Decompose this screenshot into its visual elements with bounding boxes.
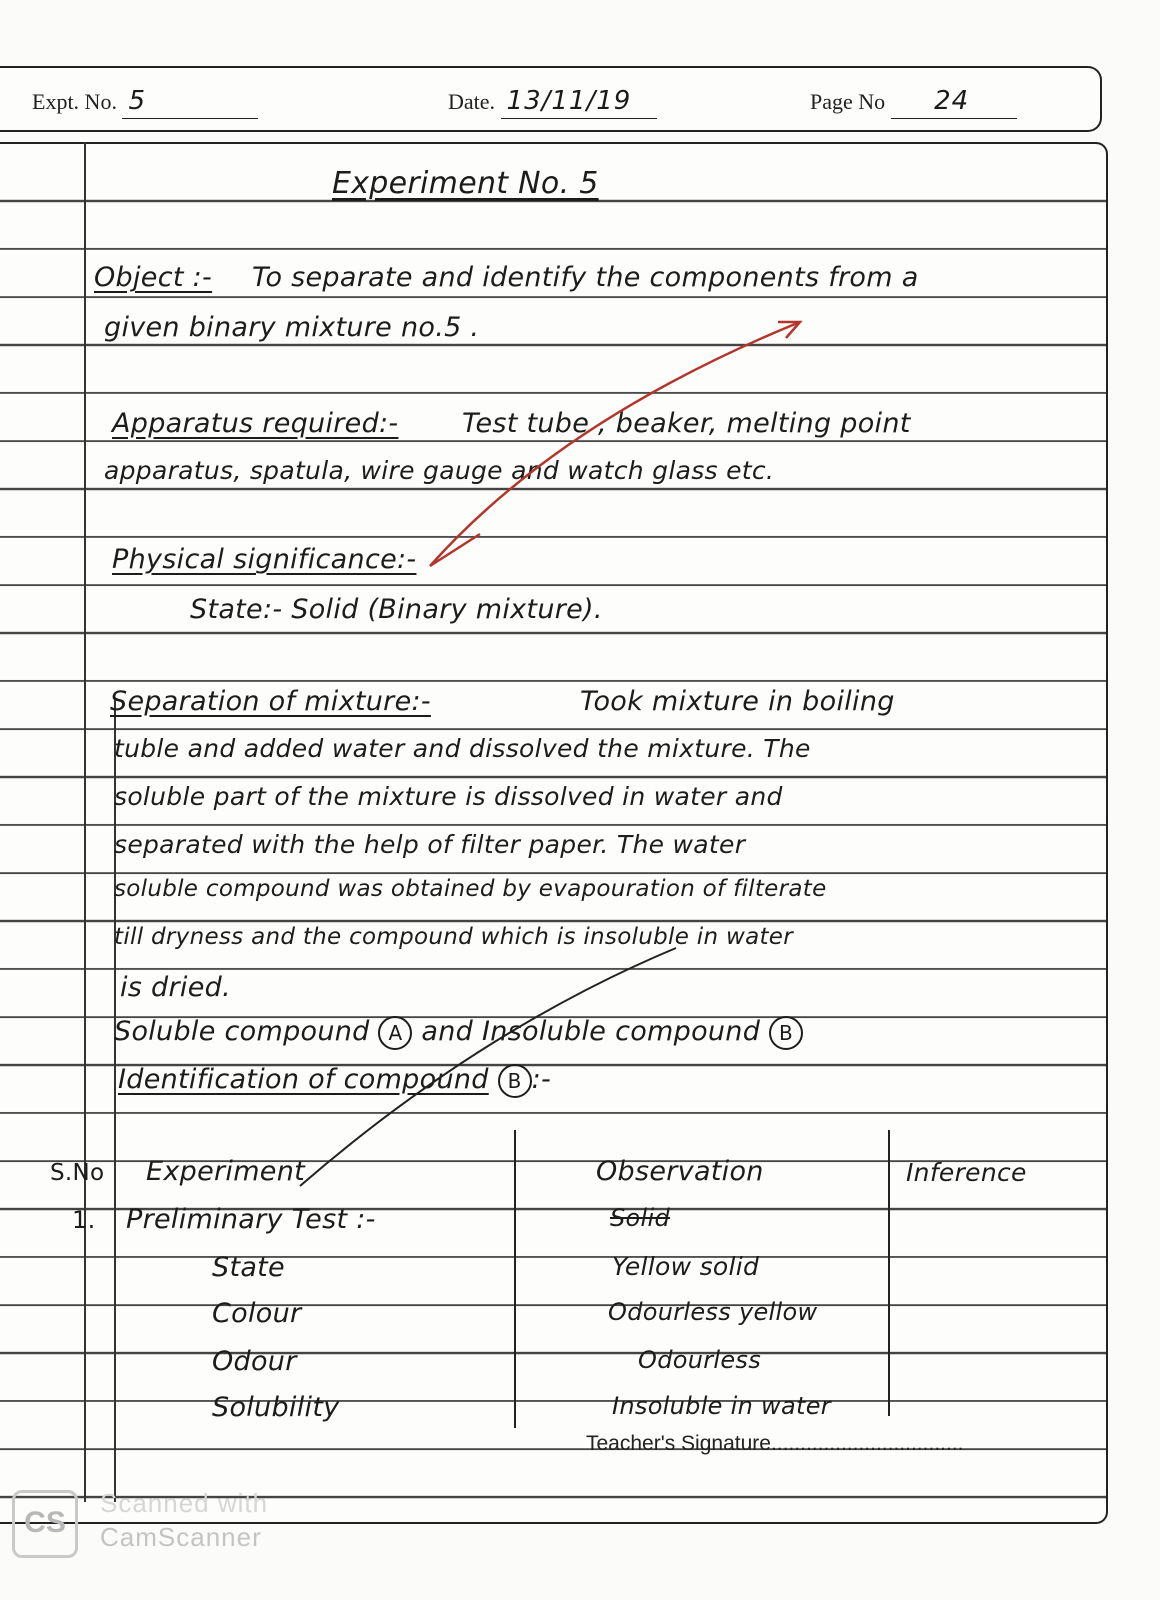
teacher-signature: Teacher's Signature................................. bbox=[586, 1432, 964, 1455]
table-cell-observation: Yellow solid bbox=[612, 1252, 760, 1281]
state-line: State:- Solid (Binary mixture). bbox=[190, 594, 603, 625]
separation-heading: Separation of mixture:- bbox=[110, 686, 431, 717]
expt-no-label: Expt. No. bbox=[32, 89, 117, 114]
page-no-label: Page No bbox=[810, 89, 886, 114]
page-title: Experiment No. 5 bbox=[332, 166, 599, 201]
table-cell-observation: Odourless bbox=[638, 1346, 762, 1374]
identification-mark: B bbox=[498, 1064, 532, 1098]
table-cell-observation: Odourless yellow bbox=[608, 1298, 818, 1326]
separation-line-7: is dried. bbox=[120, 972, 231, 1003]
date-value: 13/11/19 bbox=[501, 86, 657, 119]
compound-b-mark: B bbox=[769, 1016, 803, 1050]
object-line-2: given binary mixture no.5 . bbox=[104, 312, 480, 343]
separation-line-1: Took mixture in boiling bbox=[580, 686, 895, 717]
object-line-1: To separate and identify the components from a bbox=[252, 262, 919, 293]
apparatus-heading: Apparatus required:- bbox=[112, 408, 399, 439]
table-header-sno: S.No bbox=[50, 1160, 105, 1186]
identification-suffix: :- bbox=[531, 1064, 552, 1095]
table-row-title: Preliminary Test :- bbox=[126, 1204, 376, 1235]
camscanner-logo: CS bbox=[12, 1490, 78, 1558]
table-row: Odour bbox=[212, 1346, 297, 1377]
identification-heading: Identification of compound bbox=[118, 1064, 489, 1095]
table-header-experiment: Experiment bbox=[146, 1156, 306, 1187]
watermark-line-1: Scanned with bbox=[100, 1488, 269, 1518]
table-row-number: 1. bbox=[72, 1206, 96, 1234]
camscanner-watermark bbox=[12, 1486, 312, 1558]
watermark-line-2: CamScanner bbox=[100, 1522, 262, 1552]
correction-stroke-upper bbox=[430, 322, 800, 566]
separation-line-4: separated with the help of filter paper. The water bbox=[114, 830, 746, 859]
apparatus-line-2: apparatus, spatula, wire gauge and watch glass etc. bbox=[104, 456, 775, 485]
table-header-inference: Inference bbox=[906, 1158, 1027, 1187]
separation-line-6: till dryness and the compound which is insoluble in water bbox=[114, 924, 794, 950]
compound-a-mark: A bbox=[378, 1016, 412, 1050]
struck-observation: Solid bbox=[610, 1204, 670, 1232]
table-row: Solubility bbox=[212, 1392, 340, 1423]
object-heading: Object :- bbox=[94, 262, 213, 293]
table-row: State bbox=[212, 1252, 285, 1283]
table-cell-observation: Insoluble in water bbox=[612, 1392, 831, 1420]
date-label: Date. bbox=[448, 89, 496, 114]
page-no-value: 24 bbox=[891, 86, 1017, 119]
expt-no-value: 5 bbox=[122, 86, 258, 119]
separation-line-2: tuble and added water and dissolved the mixture. The bbox=[114, 734, 811, 763]
apparatus-line-1: Test tube , beaker, melting point bbox=[462, 408, 911, 439]
correction-stroke-lower bbox=[300, 948, 676, 1186]
table-row: Colour bbox=[212, 1298, 302, 1329]
soluble-text-a: Soluble compound bbox=[114, 1016, 370, 1047]
separation-line-5: soluble compound was obtained by evapouration of filterate bbox=[114, 876, 827, 902]
table-header-observation: Observation bbox=[596, 1156, 764, 1187]
physical-heading: Physical significance:- bbox=[112, 544, 417, 575]
separation-line-3: soluble part of the mixture is dissolved in water and bbox=[114, 782, 783, 811]
soluble-text-b: and Insoluble compound bbox=[421, 1016, 761, 1047]
